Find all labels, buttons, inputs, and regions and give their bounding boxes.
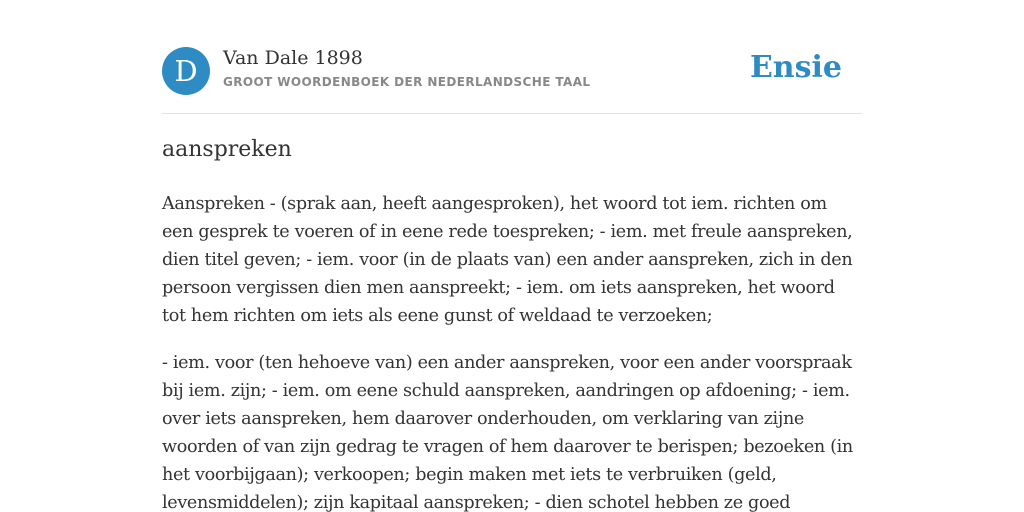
entry-headword: aanspreken — [162, 137, 292, 162]
dictionary-header — [162, 46, 862, 96]
dictionary-avatar[interactable]: D — [162, 47, 210, 95]
entry-definition — [162, 190, 862, 512]
ensie-logo[interactable]: Ensie — [749, 50, 842, 85]
definition-paragraph-2: - iem. voor (ten hehoeve van) een ander aanspreken, voor een ander voorspraak bij iem. zijn; - iem. om eene schuld aanspreken, aandringen op afdoening; - iem. over iets aanspreken, hem daarover onderhouden, om verklaring van zijne woorden of van zijn gedrag te vragen of hem daarover te berispen; bezoeken (in het voorbijgaan); verkoopen; begin maken met iets te verbruiken (geld, levensmiddelen); zijn kapitaal aanspreken; - dien schotel hebben ze goed — [162, 353, 853, 512]
dictionary-title[interactable]: Van Dale 1898 — [223, 47, 363, 69]
dictionary-subtitle: GROOT WOORDENBOEK DER NEDERLANDSCHE TAAL — [223, 75, 591, 89]
definition-paragraph-1: Aanspreken - (sprak aan, heeft aangesproken), het woord tot iem. richten om een gesprek te voeren of in eene rede toespreken; - iem. met freule aanspreken, dien titel geven; - iem. voor (in de plaats van) een ander aanspreken, zich in den persoon vergissen dien men aanspreekt; - iem. om iets aanspreken, het woord tot hem richten om iets als eene gunst of weldaad te verzoeken; — [162, 194, 853, 326]
header-divider — [162, 113, 862, 114]
